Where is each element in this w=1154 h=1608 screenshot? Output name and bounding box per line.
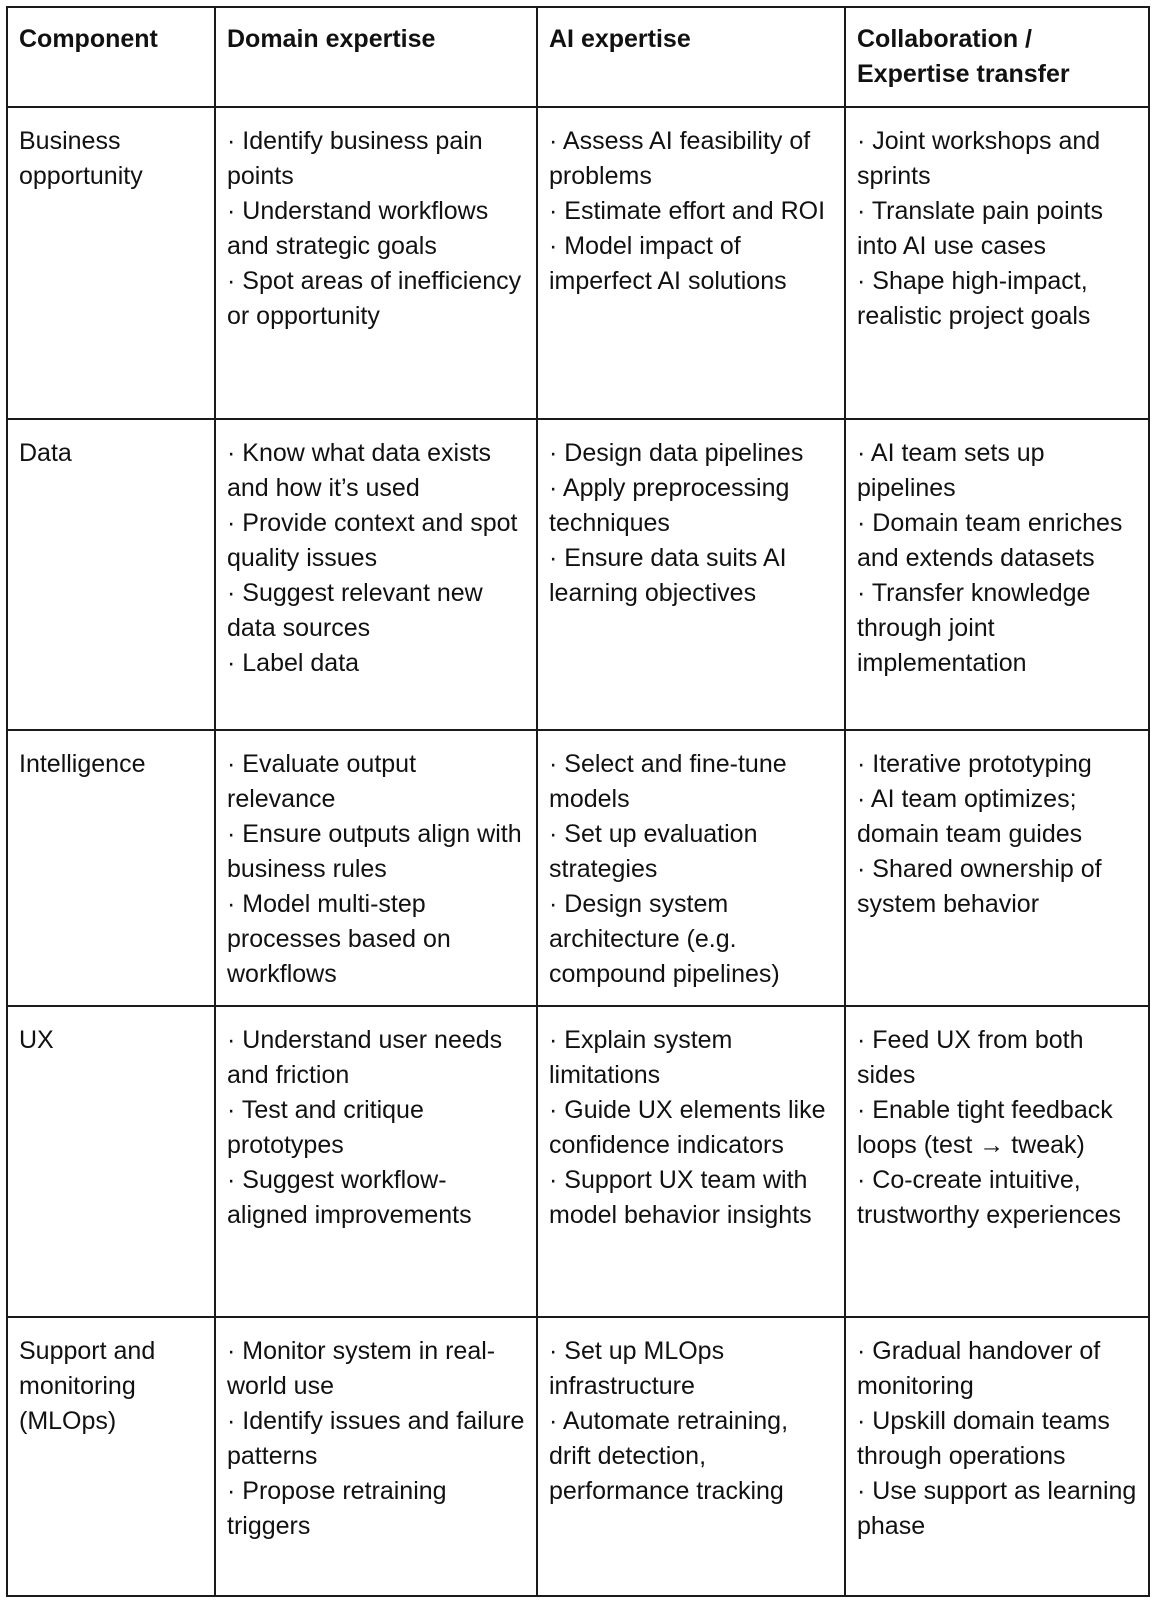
list-item: · Test and critique prototypes (227, 1096, 424, 1159)
list-item: · Model impact of imperfect AI solutions (549, 232, 787, 295)
table-row (7, 1317, 1149, 1596)
collab-cell (845, 1006, 1149, 1317)
component-cell: Business opportunity (7, 107, 215, 419)
list-item: · Gradual handover of monitoring (857, 1337, 1101, 1400)
table-row (7, 419, 1149, 730)
table-row (7, 107, 1149, 419)
list-item: · Set up MLOps infrastructure (549, 1337, 725, 1400)
list-item: · Shape high-impact, realistic project goals (857, 267, 1091, 330)
domain-cell (215, 1006, 537, 1317)
list-item: · Know what data exists and how it’s used (227, 439, 492, 502)
list-item: · Iterative prototyping (857, 750, 1092, 778)
list-item: · Translate pain points into AI use cases (857, 197, 1103, 260)
list-item: · Enable tight feedback loops (test → tweak) (857, 1096, 1113, 1159)
list-item: · Joint workshops and sprints (857, 127, 1101, 190)
table-row (7, 1006, 1149, 1317)
collab-cell (845, 1317, 1149, 1596)
list-item: · Spot areas of inefficiency or opportunity (227, 267, 522, 330)
list-item: · Use support as learning phase (857, 1477, 1137, 1540)
collab-cell (845, 107, 1149, 419)
list-item: · Feed UX from both sides (857, 1026, 1084, 1089)
list-item: · Shared ownership of system behavior (857, 855, 1102, 918)
list-item: · Identify business pain points (227, 127, 483, 190)
ai-cell (537, 419, 845, 730)
list-item: · Evaluate output relevance (227, 750, 417, 813)
list-item: · Suggest relevant new data sources (227, 579, 483, 642)
domain-cell (215, 107, 537, 419)
list-item: · Label data (227, 649, 360, 677)
component-cell: Intelligence (7, 730, 215, 1006)
component-cell: Data (7, 419, 215, 730)
domain-cell (215, 1317, 537, 1596)
list-item: · Ensure data suits AI learning objectives (549, 544, 787, 607)
list-item: · Monitor system in real-world use (227, 1337, 496, 1400)
list-item: · Model multi-step processes based on workflows (227, 890, 451, 988)
list-item: · Automate retraining, drift detection, performance tracking (549, 1407, 789, 1505)
list-item: · Set up evaluation strategies (549, 820, 758, 883)
list-item: · Upskill domain teams through operations (857, 1407, 1110, 1470)
expertise-table (6, 6, 1150, 1597)
header-collaboration: Collaboration / Expertise transfer (845, 7, 1149, 107)
list-item: · Provide context and spot quality issues (227, 509, 518, 572)
list-item: · Co-create intuitive, trustworthy experiences (857, 1166, 1122, 1229)
header-domain-expertise: Domain expertise (215, 7, 537, 107)
list-item: · Explain system limitations (549, 1026, 733, 1089)
component-cell: Support and monitoring (MLOps) (7, 1317, 215, 1596)
list-item: · Identify issues and failure patterns (227, 1407, 525, 1470)
list-item: · Apply preprocessing techniques (549, 474, 790, 537)
collab-cell (845, 730, 1149, 1006)
list-item: · AI team sets up pipelines (857, 439, 1045, 502)
list-item: · Assess AI feasibility of problems (549, 127, 811, 190)
list-item: · Select and fine-tune models (549, 750, 787, 813)
component-cell: UX (7, 1006, 215, 1317)
list-item: · Propose retraining triggers (227, 1477, 447, 1540)
list-item: · Design data pipelines (549, 439, 804, 467)
list-item: · Guide UX elements like confidence indicators (549, 1096, 826, 1159)
list-item: · Estimate effort and ROI (549, 197, 826, 225)
ai-cell (537, 1006, 845, 1317)
list-item: · Domain team enriches and extends datasets (857, 509, 1123, 572)
header-component: Component (7, 7, 215, 107)
list-item: · Transfer knowledge through joint implementation (857, 579, 1091, 677)
list-item: · Understand user needs and friction (227, 1026, 503, 1089)
header-row (7, 7, 1149, 107)
collab-cell (845, 419, 1149, 730)
list-item: · Suggest workflow-aligned improvements (227, 1166, 472, 1229)
header-ai-expertise: AI expertise (537, 7, 845, 107)
domain-cell (215, 730, 537, 1006)
ai-cell (537, 730, 845, 1006)
ai-cell (537, 107, 845, 419)
list-item: · Support UX team with model behavior insights (549, 1166, 812, 1229)
table-row (7, 730, 1149, 1006)
list-item: · Ensure outputs align with business rules (227, 820, 522, 883)
domain-cell (215, 419, 537, 730)
list-item: · AI team optimizes; domain team guides (857, 785, 1083, 848)
list-item: · Understand workflows and strategic goals (227, 197, 489, 260)
ai-cell (537, 1317, 845, 1596)
list-item: · Design system architecture (e.g. compound pipelines) (549, 890, 780, 988)
